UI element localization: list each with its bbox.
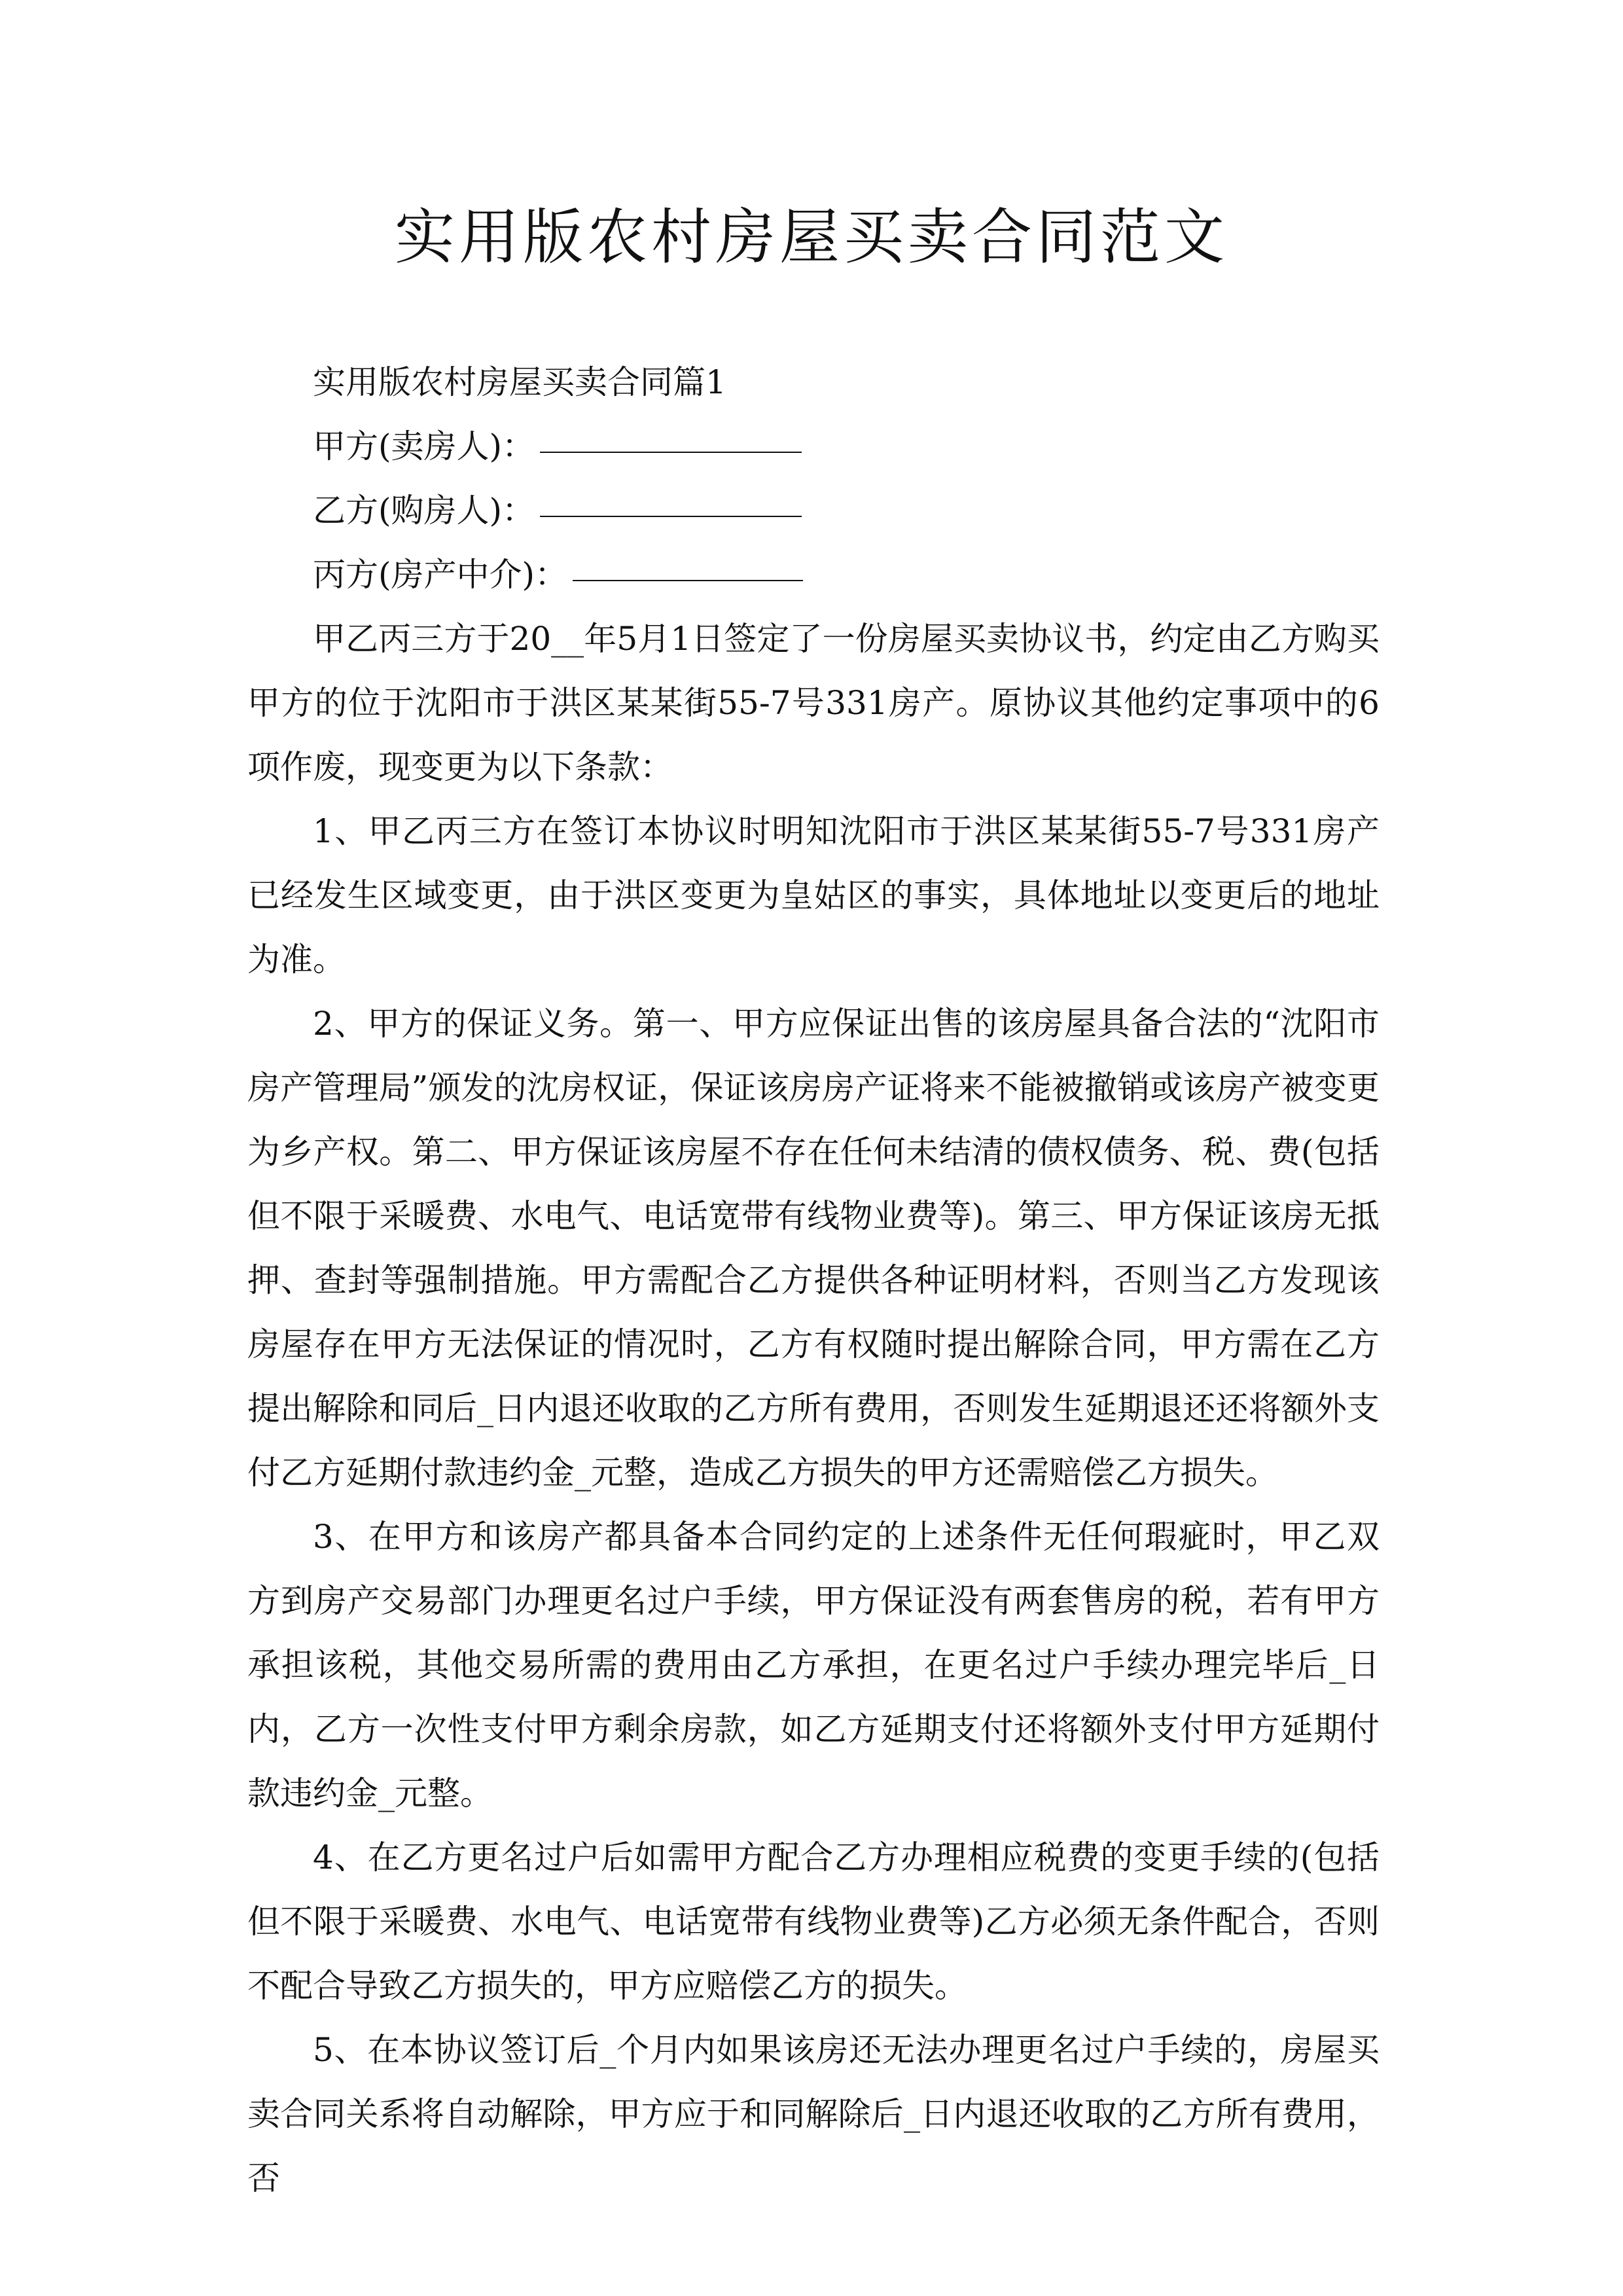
paragraph-clause-3: 3、在甲方和该房产都具备本合同约定的上述条件无任何瑕疵时，甲乙双方到房产交易部门办理更名过户手续，甲方保证没有两套售房的税，若有甲方承担该税，其他交易所需的费用由乙方承担，在更名过户手续办理完毕后_日内，乙方一次性支付甲方剩余房款，如乙方延期支付还将额外支付甲方延期付款违约金_元整。: [247, 1518, 1380, 1812]
paragraph-clause-5: 5、在本协议签订后_个月内如果该房还无法办理更名过户手续的，房屋买卖合同关系将自动解除，甲方应于和同解除后_日内退还收取的乙方所有费用，否: [247, 2031, 1380, 2197]
party-buyer: [247, 478, 1380, 543]
party-buyer-label: 乙方(购房人)：: [313, 492, 535, 529]
paragraph-clause-1: 1、甲乙丙三方在签订本协议时明知沈阳市于洪区某某街55-7号331房产已经发生区域变更，由于洪区变更为皇姑区的事实，具体地址以变更后的地址为准。: [247, 812, 1380, 978]
document-title: 实用版农村房屋买卖合同范文: [394, 202, 1228, 272]
paragraph-clause-2: 2、甲方的保证义务。第一、甲方应保证出售的该房屋具备合法的“沈阳市房产管理局”颁发的沈房权证，保证该房房产证将来不能被撤销或该房产被变更为乡产权。第二、甲方保证该房屋不存在任何未结清的债权债务、税、费(包括但不限于采暖费、水电气、电话宽带有线物业费等)。第三、甲方保证该房无抵押、查封等强制措施。甲方需配合乙方提供各种证明材料，否则当乙方发现该房屋存在甲方无法保证的情况时，乙方有权随时提出解除合同，甲方需在乙方提出解除和同后_日内退还收取的乙方所有费用，否则发生延期退还还将额外支付乙方延期付款违约金_元整，造成乙方损失的甲方还需赔偿乙方损失。: [247, 1005, 1380, 1492]
party-seller: [247, 414, 1380, 478]
party-buyer-blank: [540, 515, 802, 517]
paragraph-intro: 甲乙丙三方于20__年5月1日签定了一份房屋买卖协议书，约定由乙方购买甲方的位于沈阳市于洪区某某街55-7号331房产。原协议其他约定事项中的6项作废，现变更为以下条款：: [247, 620, 1380, 786]
section-heading: 实用版农村房屋买卖合同篇1: [313, 363, 726, 401]
paragraph-clause-4: 4、在乙方更名过户后如需甲方配合乙方办理相应税费的变更手续的(包括但不限于采暖费、水电气、电话宽带有线物业费等)乙方必须无条件配合，否则不配合导致乙方损失的，甲方应赔偿乙方的损失。: [247, 1839, 1380, 2005]
party-agent: [247, 543, 1380, 607]
document-body: [247, 350, 1380, 2210]
party-seller-label: 甲方(卖房人)：: [313, 427, 535, 465]
party-agent-blank: [573, 579, 803, 581]
party-seller-blank: [540, 451, 802, 453]
party-agent-label: 丙方(房产中介)：: [313, 556, 568, 594]
